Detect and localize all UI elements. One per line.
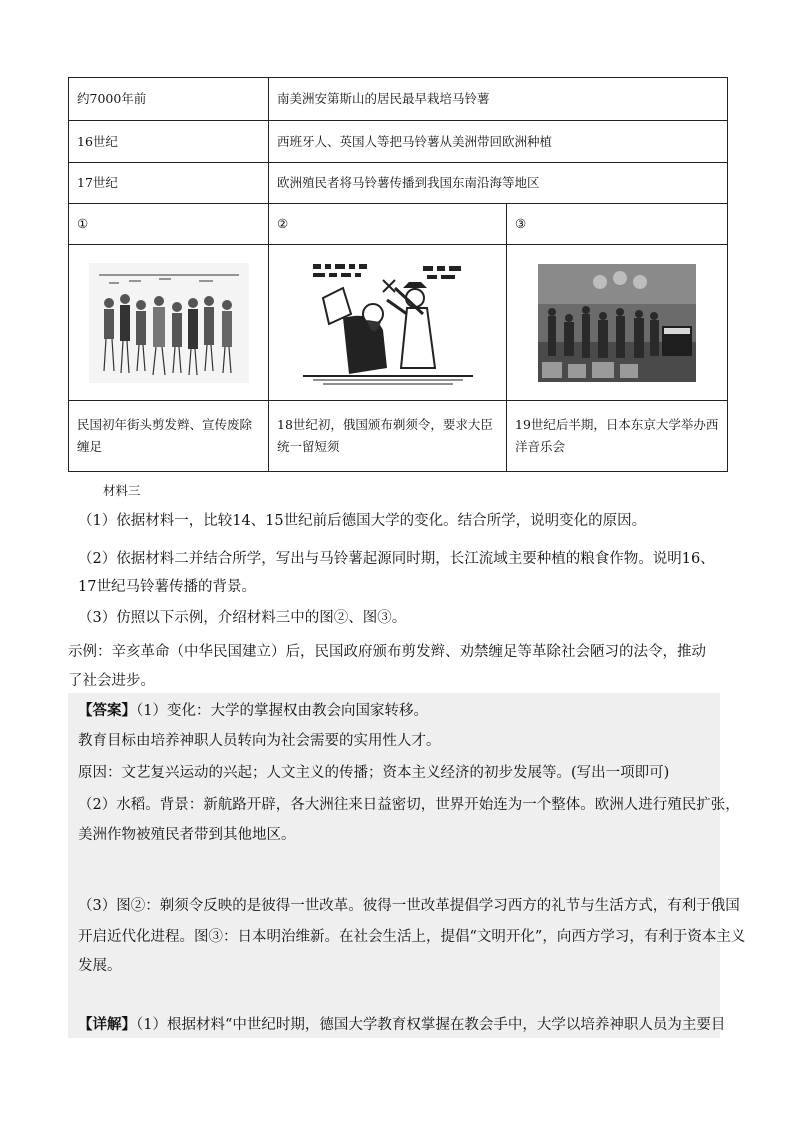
answer-line: （1）变化：大学的掌握权由教会向国家转移。 [136,703,428,719]
material-label: 材料三 [103,483,141,498]
figure-marker-3: ③ [507,204,728,245]
street-queue-cutting-illustration [89,263,249,383]
event-cell: 西班牙人、英国人等把马铃薯从美洲带回欧洲种植 [269,121,728,163]
answer-label: 【答案】 [78,702,136,719]
figure-marker-1: ① [69,204,269,245]
table-row [69,121,728,163]
table-row [69,78,728,121]
figure-marker-2: ② [269,204,507,245]
question-3: （3）仿照以下示例，介绍材料三中的图②、图③。 [78,610,407,626]
answer-line: 发展。 [78,958,122,974]
detail-text: （1）根据材料“中世纪时期，德国大学教育权掌握在教会手中，大学以培养神职人员为主要目 [136,1017,726,1033]
beard-cutting-woodcut-illustration [303,258,473,388]
event-cell: 南美洲安第斯山的居民最早栽培马铃薯 [269,78,728,121]
period-cell: 17世纪 [69,163,269,204]
example-text: 示例：辛亥革命（中华民国建立）后，民国政府颁布剪发辫、劝禁缠足等革除社会陋习的法令，推动了社会进步。 [68,644,706,689]
figure-cell-1 [69,245,269,401]
figure-cell-3 [507,245,728,401]
period-cell: 约7000年前 [69,78,269,121]
answer-line: 美洲作物被殖民者带到其他地区。 [78,827,296,843]
answer-line: （2）水稻。背景：新航路开辟，各大洲往来日益密切，世界开始连为一个整体。欧洲人进行殖民扩张， [78,797,740,813]
figure-image-row [69,245,728,401]
answer-line: 原因：文艺复兴运动的兴起；人文主义的传播；资本主义经济的初步发展等。(写出一项即可) [78,765,670,781]
figure-marker-row [69,204,728,245]
question-1: （1）依据材料一，比较14、15世纪前后德国大学的变化。结合所学，说明变化的原因。 [78,513,647,529]
event-cell: 欧洲殖民者将马铃薯传播到我国东南沿海等地区 [269,163,728,204]
answer-section [68,693,746,1038]
caption-3: 19世纪后半期，日本东京大学举办西洋音乐会 [507,401,728,472]
question-2: （2）依据材料二并结合所学，写出与马铃薯起源同时期，长江流域主要种植的粮食作物。说明16、17世纪马铃薯传播的背景。 [78,551,715,595]
answer-line: （3）图②：剃须令反映的是彼得一世改革。彼得一世改革提倡学习西方的礼节与生活方式，有利于俄国 [78,898,740,914]
caption-2: 18世纪初，俄国颁布剃须令，要求大臣统一留短须 [269,401,507,472]
detail-section [78,1015,728,1035]
potato-timeline-table [68,77,728,472]
answer-line: 教育目标由培养神职人员转向为社会需要的实用性人才。 [78,733,441,749]
period-cell: 16世纪 [69,121,269,163]
caption-row [69,401,728,472]
table-row [69,163,728,204]
answer-line: 开启近代化进程。图③：日本明治维新。在社会生活上，提倡“文明开化”，向西方学习，有利于资本主义 [78,929,746,945]
western-concert-photo-illustration [538,264,696,382]
caption-1: 民国初年街头剪发辫、宣传废除缠足 [69,401,269,472]
figure-cell-2 [269,245,507,401]
detail-label: 【详解】 [78,1016,136,1033]
